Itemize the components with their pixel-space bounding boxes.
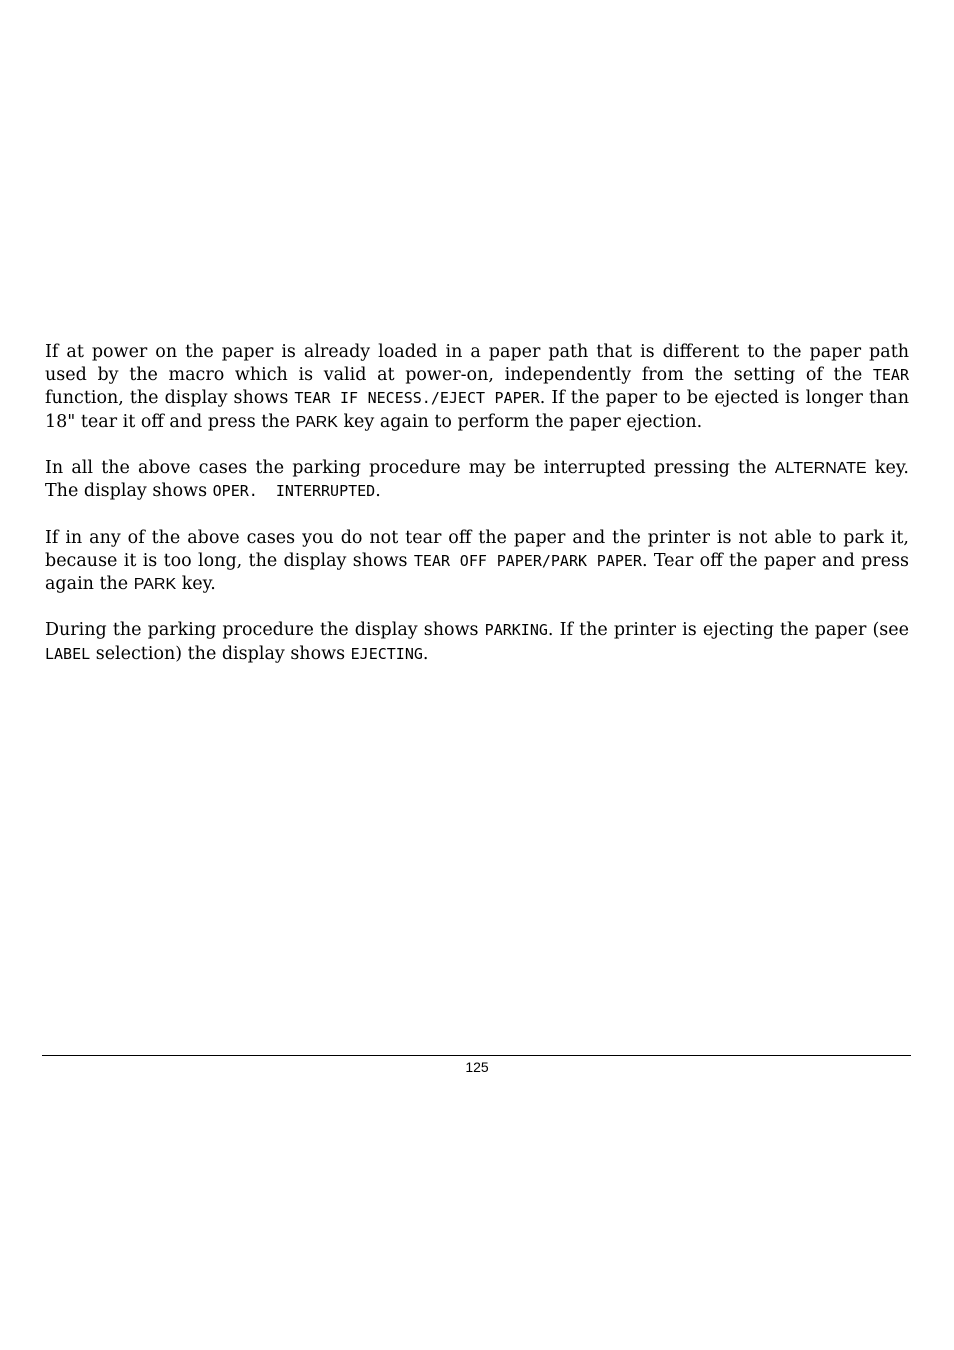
key-name-alternate: ALTERNATE <box>774 460 867 477</box>
footer-divider <box>42 1055 911 1056</box>
text-run: key. The display shows <box>45 458 909 502</box>
text-run: . If the paper to be ejected is longer than 18" tear it off and press the <box>45 388 909 432</box>
text-run: In all the above cases the parking procedure may be interrupted pressing the <box>45 458 775 478</box>
display-message-tear-eject: TEAR IF NECESS./EJECT PAPER <box>294 389 540 408</box>
key-name-park: PARK <box>295 413 338 431</box>
text-run: . Tear off the paper and press again the <box>45 550 909 594</box>
text-run: selection) the display shows <box>90 643 351 664</box>
text-run: . If the printer is ejecting the paper (see <box>547 620 909 641</box>
body-text <box>45 341 909 689</box>
text-run: key again to perform the paper ejection. <box>337 411 703 432</box>
display-message-parking: PARKING <box>484 621 548 640</box>
display-message-tear-off-park: TEAR OFF PAPER/PARK PAPER <box>413 551 642 570</box>
display-message-interrupted: OPER. INTERRUPTED <box>212 482 376 501</box>
display-term-tear: TEAR <box>872 366 909 385</box>
text-run: key. <box>176 574 216 594</box>
page-number: 125 <box>465 1059 489 1075</box>
display-message-ejecting: EJECTING <box>350 644 423 663</box>
menu-term-label: LABEL <box>45 644 91 663</box>
paragraph-parking-display <box>45 619 909 665</box>
paragraph-paper-path-mismatch <box>45 341 909 434</box>
text-run: If in any of the above cases you do not tear off the paper and the printer is not able to park it, because it is too long, the display shows <box>45 527 909 571</box>
text-run: If at power on the paper is already loaded in a paper path that is different to the paper path used by the macro which is valid at power-on, independently from the setting of the <box>45 342 909 386</box>
paragraph-paper-too-long <box>45 527 909 597</box>
key-name-park: PARK <box>133 576 177 593</box>
text-run: During the parking procedure the display shows <box>45 620 485 641</box>
text-run: . <box>375 481 381 502</box>
paragraph-interrupt-parking <box>45 457 909 503</box>
text-run: . <box>422 643 429 664</box>
text-run: function, the display shows <box>45 388 295 409</box>
